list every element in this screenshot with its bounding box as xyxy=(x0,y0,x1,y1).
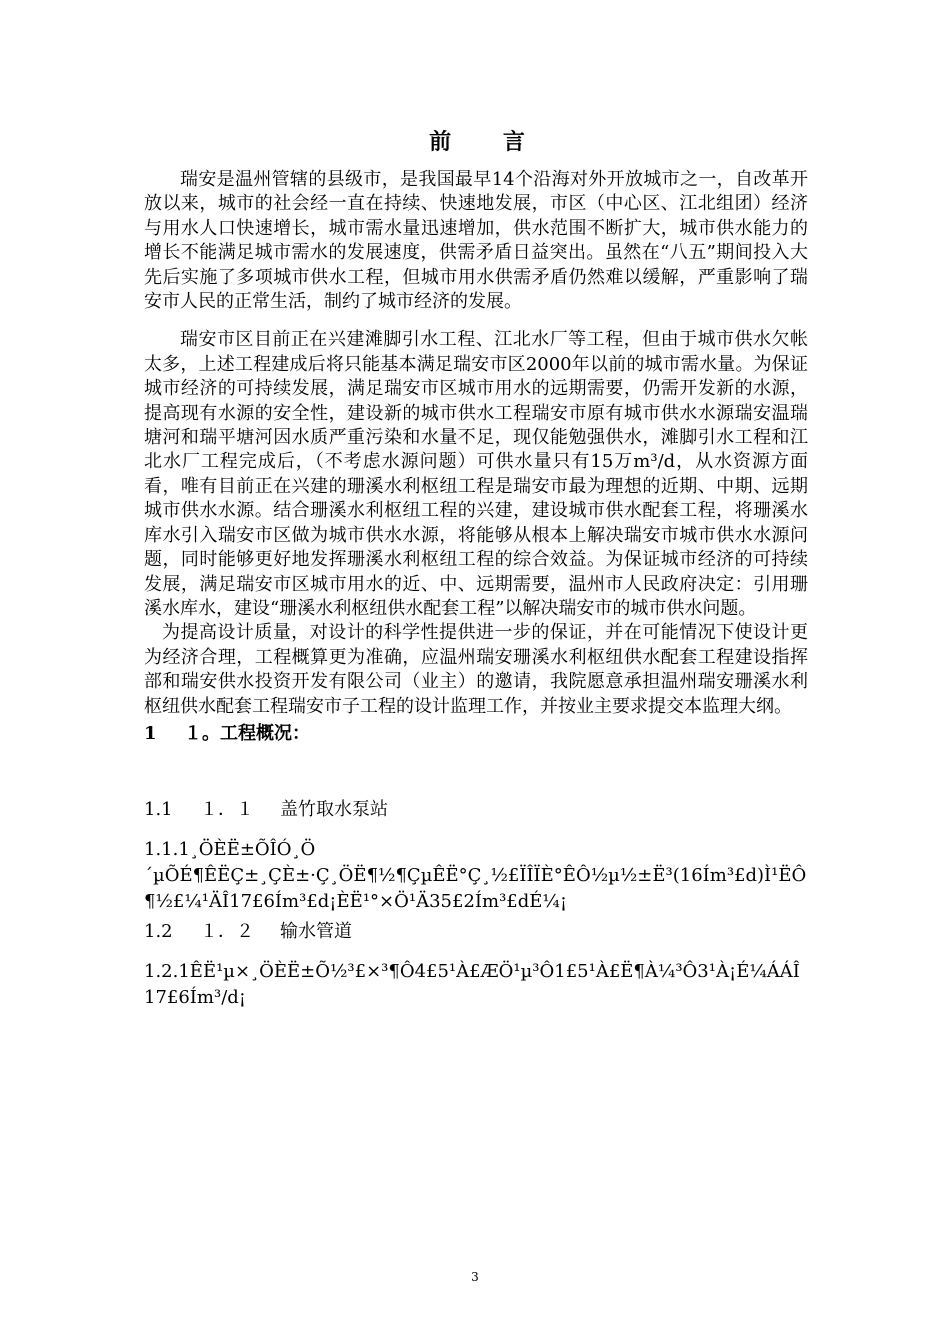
section-number: 1.1 xyxy=(144,798,173,820)
document-page xyxy=(144,126,808,1011)
section-number: 1.2 xyxy=(144,920,173,942)
garbled-text-2: ´µÕÉ¶ÊËÇ±¸ÇÈ±·Ç¸ÖË¶½¶ÇµÊË°Ç¸½£ÏÎÏÈ°ÊÔ½µ½±Ë³(16Ím³£d)Ì¹ËÔ¶½£¼¹ÄÎ17£6Ím³£d¡ÈË¹°×Ö¹Ä35£2Ím³£dÉ¼¡ xyxy=(144,864,807,912)
section-heading-1-2 xyxy=(144,919,808,945)
page-number: 3 xyxy=(471,1270,479,1284)
section-subnumber: １．２ xyxy=(200,920,254,942)
document-title: 前 言 xyxy=(429,129,547,155)
paragraph-background: 瑞安市区目前正在兴建滩脚引水工程、江北水厂等工程，但由于城市供水欠帐太多，上述工程建成后将只能基本满足瑞安市区2000年以前的城市需水量。为保证城市经济的可持续发展，满足瑞安市区城市用水的远期需要，仍需开发新的水源，提高现有水源的安全性，建设新的城市供水工程瑞安市原有城市供水水源瑞安温瑞塘河和瑞平塘河因水质严重污染和水量不足，现仅能勉强供水，滩脚引水工程和江北水厂工程完成后，（不考虑水源问题）可供水量只有15万m³/d，从水资源方面看，唯有目前正在兴建的珊溪水利枢纽工程是瑞安市最为理想的近期、中期、远期城市供水水源。结合珊溪水利枢纽工程的兴建，建设城市供水配套工程，将珊溪水库水引入瑞安市区做为城市供水水源，将能够从根本上解决瑞安市城市供水水源问题，同时能够更好地发挥珊溪水利枢纽工程的综合效益。为保证城市经济的可持续发展，满足瑞安市区城市用水的近、中、远期需要，温州市人民政府决定：引用珊溪水库水，建设“珊溪水利枢纽供水配套工程”以解决瑞安市的城市供水问题。 xyxy=(144,329,808,619)
garbled-text-3: 1.2.1ÊË¹µ×¸ÖÈË±Õ½³£×³¶Ô4£5¹À£ÆÖ¹µ³Ô1£5¹À£Ë¶À¼³Ô3¹À¡É¼ÁÁÎ17£6Ím³/d¡ xyxy=(144,960,800,1008)
paragraph-purpose: 为提高设计质量，对设计的科学性提供进一步的保证，并在可能情况下使设计更为经济合理，工程概算更为准确，应温州瑞安珊溪水利枢纽供水配套工程建设指挥部和瑞安供水投资开发有限公司（业主）的邀请，我院愿意承担温州瑞安珊溪水利枢纽供水配套工程瑞安市子工程的设计监理工作，并按业主要求提交本监理大纲。 xyxy=(144,622,808,717)
section-title: １。工程概况： xyxy=(184,722,310,744)
section-number: 1 xyxy=(144,722,157,744)
paragraph-intro: 瑞安是温州管辖的县级市，是我国最早14个沿海对外开放城市之一，自改革开放以来，城市的社会经一直在持续、快速地发展，市区（中心区、江北组团）经济与用水人口快速增长，城市需水量迅速增加，供水范围不断扩大，城市供水能力的增长不能满足城市需水的发展速度，供需矛盾日益突出。虽然在“八五”期间投入大先后实施了多项城市供水工程，但城市用水供需矛盾仍然难以缓解，严重影响了瑞安市人民的正常生活，制约了城市经济的发展。 xyxy=(144,169,808,313)
section-title: 输水管道 xyxy=(280,920,352,942)
section-heading-1 xyxy=(144,721,808,747)
section-title: 盖竹取水泵站 xyxy=(280,798,388,820)
section-heading-1-1 xyxy=(144,797,808,823)
garbled-text-1: 1.1.1¸ÖÈË±ÕÎÓ¸Ö xyxy=(144,838,316,860)
section-subnumber: １．１ xyxy=(200,798,254,820)
